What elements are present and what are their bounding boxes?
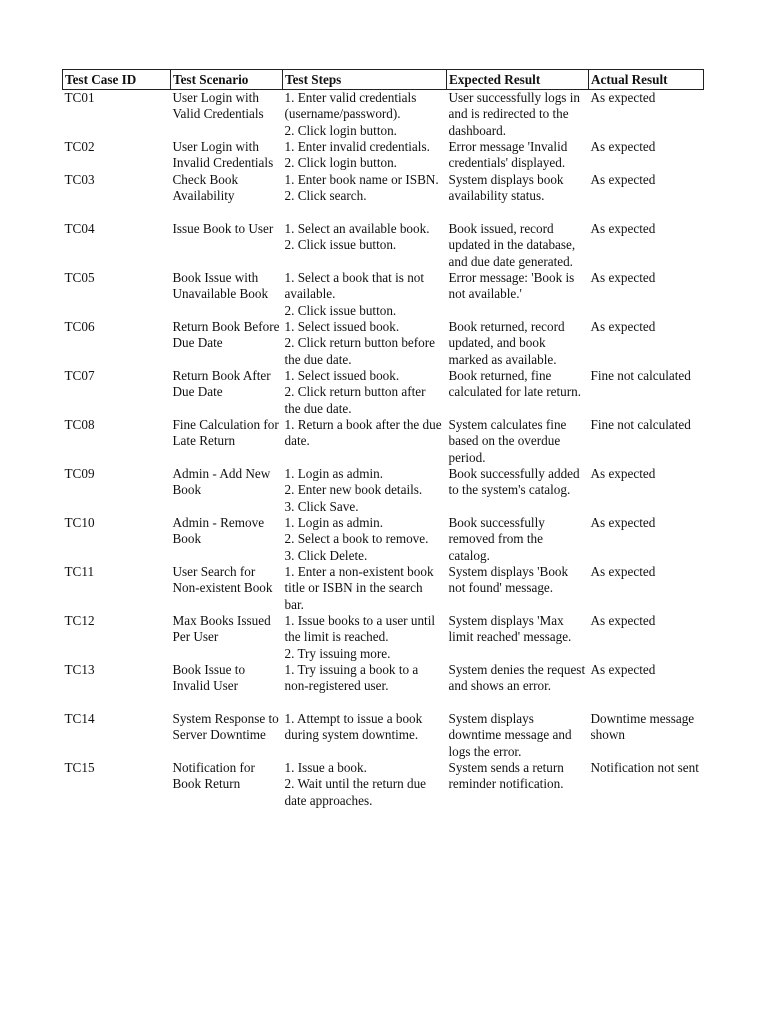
cell-expected-result: Book returned, fine calculated for late return. — [448, 368, 582, 400]
table-row — [63, 711, 704, 760]
cell-actual-result: As expected — [590, 270, 656, 285]
cell-test-case-id: TC13 — [64, 662, 95, 677]
cell-test-scenario: User Login with Valid Credentials — [172, 90, 264, 122]
cell-actual-result: As expected — [590, 319, 656, 334]
test-case-sheet — [62, 69, 704, 809]
cell-test-case-id: TC04 — [64, 221, 95, 236]
cell-test-scenario: System Response to Server Downtime — [172, 711, 279, 743]
cell-test-case-id: TC15 — [64, 760, 95, 775]
cell-test-scenario: Admin - Add New Book — [172, 466, 271, 498]
cell-expected-result: System displays downtime message and logs the error. — [448, 711, 572, 759]
table-row — [63, 417, 704, 466]
cell-test-steps: 1. Enter a non-existent book title or ISBN in the search bar. — [284, 564, 434, 612]
cell-test-case-id: TC01 — [64, 90, 95, 105]
table-row — [63, 319, 704, 368]
table-row — [63, 466, 704, 515]
cell-actual-result: As expected — [590, 662, 656, 677]
table-row — [63, 613, 704, 662]
test-case-table — [62, 69, 704, 809]
table-row — [63, 662, 704, 711]
cell-test-case-id: TC03 — [64, 172, 95, 187]
cell-test-steps: 1. Select issued book. 2. Click return button before the due date. — [284, 319, 436, 367]
cell-test-case-id: TC06 — [64, 319, 95, 334]
cell-expected-result: Book issued, record updated in the database, and due date generated. — [448, 221, 576, 269]
cell-test-steps: 1. Issue a book. 2. Wait until the return due date approaches. — [284, 760, 427, 808]
cell-expected-result: Error message 'Invalid credentials' displayed. — [448, 139, 568, 171]
cell-actual-result: Notification not sent — [590, 760, 699, 775]
cell-test-case-id: TC12 — [64, 613, 95, 628]
cell-expected-result: Error message: 'Book is not available.' — [448, 270, 575, 302]
header-test-case-id: Test Case ID — [63, 70, 171, 90]
cell-test-steps: 1. Issue books to a user until the limit is reached. 2. Try issuing more. — [284, 613, 436, 661]
cell-test-scenario: Book Issue with Unavailable Book — [172, 270, 269, 302]
cell-test-case-id: TC09 — [64, 466, 95, 481]
cell-test-scenario: Issue Book to User — [172, 221, 274, 236]
cell-test-scenario: Return Book Before Due Date — [172, 319, 280, 351]
cell-test-case-id: TC08 — [64, 417, 95, 432]
cell-expected-result: Book successfully removed from the catalog. — [448, 515, 545, 563]
cell-expected-result: System calculates fine based on the overdue period. — [448, 417, 567, 465]
cell-actual-result: As expected — [590, 90, 656, 105]
table-row — [63, 90, 704, 140]
header-test-steps: Test Steps — [283, 70, 447, 90]
cell-test-case-id: TC05 — [64, 270, 95, 285]
cell-test-case-id: TC10 — [64, 515, 95, 530]
cell-test-scenario: Fine Calculation for Late Return — [172, 417, 279, 449]
cell-actual-result: Fine not calculated — [590, 368, 691, 383]
cell-test-steps: 1. Enter book name or ISBN. 2. Click search. — [284, 172, 439, 204]
cell-test-steps: 1. Select a book that is not available. 2. Click issue button. — [284, 270, 425, 318]
cell-test-scenario: Return Book After Due Date — [172, 368, 271, 400]
cell-expected-result: System displays 'Book not found' message. — [448, 564, 569, 596]
cell-expected-result: System denies the request and shows an error. — [448, 662, 586, 694]
cell-test-steps: 1. Select issued book. 2. Click return button after the due date. — [284, 368, 426, 416]
cell-actual-result: As expected — [590, 139, 656, 154]
cell-expected-result: System displays 'Max limit reached' message. — [448, 613, 572, 645]
cell-expected-result: User successfully logs in and is redirected to the dashboard. — [448, 90, 580, 138]
cell-test-scenario: Notification for Book Return — [172, 760, 255, 792]
header-actual-result: Actual Result — [589, 70, 704, 90]
table-row — [63, 139, 704, 172]
cell-test-case-id: TC02 — [64, 139, 95, 154]
cell-test-scenario: Max Books Issued Per User — [172, 613, 271, 645]
cell-actual-result: As expected — [590, 466, 656, 481]
cell-test-steps: 1. Select an available book. 2. Click issue button. — [284, 221, 430, 253]
table-header-row — [63, 70, 704, 90]
cell-test-case-id: TC14 — [64, 711, 95, 726]
cell-test-steps: 1. Enter valid credentials (username/password). 2. Click login button. — [284, 90, 417, 138]
cell-test-steps: 1. Login as admin. 2. Enter new book details. 3. Click Save. — [284, 466, 423, 514]
cell-test-scenario: Book Issue to Invalid User — [172, 662, 246, 694]
cell-actual-result: Fine not calculated — [590, 417, 691, 432]
cell-test-scenario: User Search for Non-existent Book — [172, 564, 273, 596]
cell-test-case-id: TC11 — [64, 564, 95, 579]
cell-actual-result: As expected — [590, 221, 656, 236]
header-expected-result: Expected Result — [447, 70, 589, 90]
cell-test-steps: 1. Attempt to issue a book during system downtime. — [284, 711, 423, 743]
table-row — [63, 515, 704, 564]
cell-test-steps: 1. Try issuing a book to a non-registered user. — [284, 662, 419, 694]
cell-expected-result: Book successfully added to the system's catalog. — [448, 466, 580, 498]
cell-expected-result: System sends a return reminder notification. — [448, 760, 564, 792]
cell-test-scenario: Check Book Availability — [172, 172, 239, 204]
table-row — [63, 564, 704, 613]
cell-actual-result: As expected — [590, 172, 656, 187]
cell-test-steps: 1. Return a book after the due date. — [284, 417, 442, 449]
table-row — [63, 221, 704, 270]
cell-test-steps: 1. Enter invalid credentials. 2. Click login button. — [284, 139, 430, 171]
cell-expected-result: Book returned, record updated, and book marked as available. — [448, 319, 565, 367]
cell-test-scenario: Admin - Remove Book — [172, 515, 265, 547]
cell-test-steps: 1. Login as admin. 2. Select a book to remove. 3. Click Delete. — [284, 515, 429, 563]
cell-actual-result: Downtime message shown — [590, 711, 695, 743]
table-row — [63, 368, 704, 417]
cell-test-scenario: User Login with Invalid Credentials — [172, 139, 274, 171]
cell-expected-result: System displays book availability status. — [448, 172, 564, 204]
table-row — [63, 270, 704, 319]
table-row — [63, 760, 704, 809]
cell-actual-result: As expected — [590, 564, 656, 579]
header-test-scenario: Test Scenario — [171, 70, 283, 90]
table-row — [63, 172, 704, 221]
cell-actual-result: As expected — [590, 515, 656, 530]
cell-actual-result: As expected — [590, 613, 656, 628]
cell-test-case-id: TC07 — [64, 368, 95, 383]
